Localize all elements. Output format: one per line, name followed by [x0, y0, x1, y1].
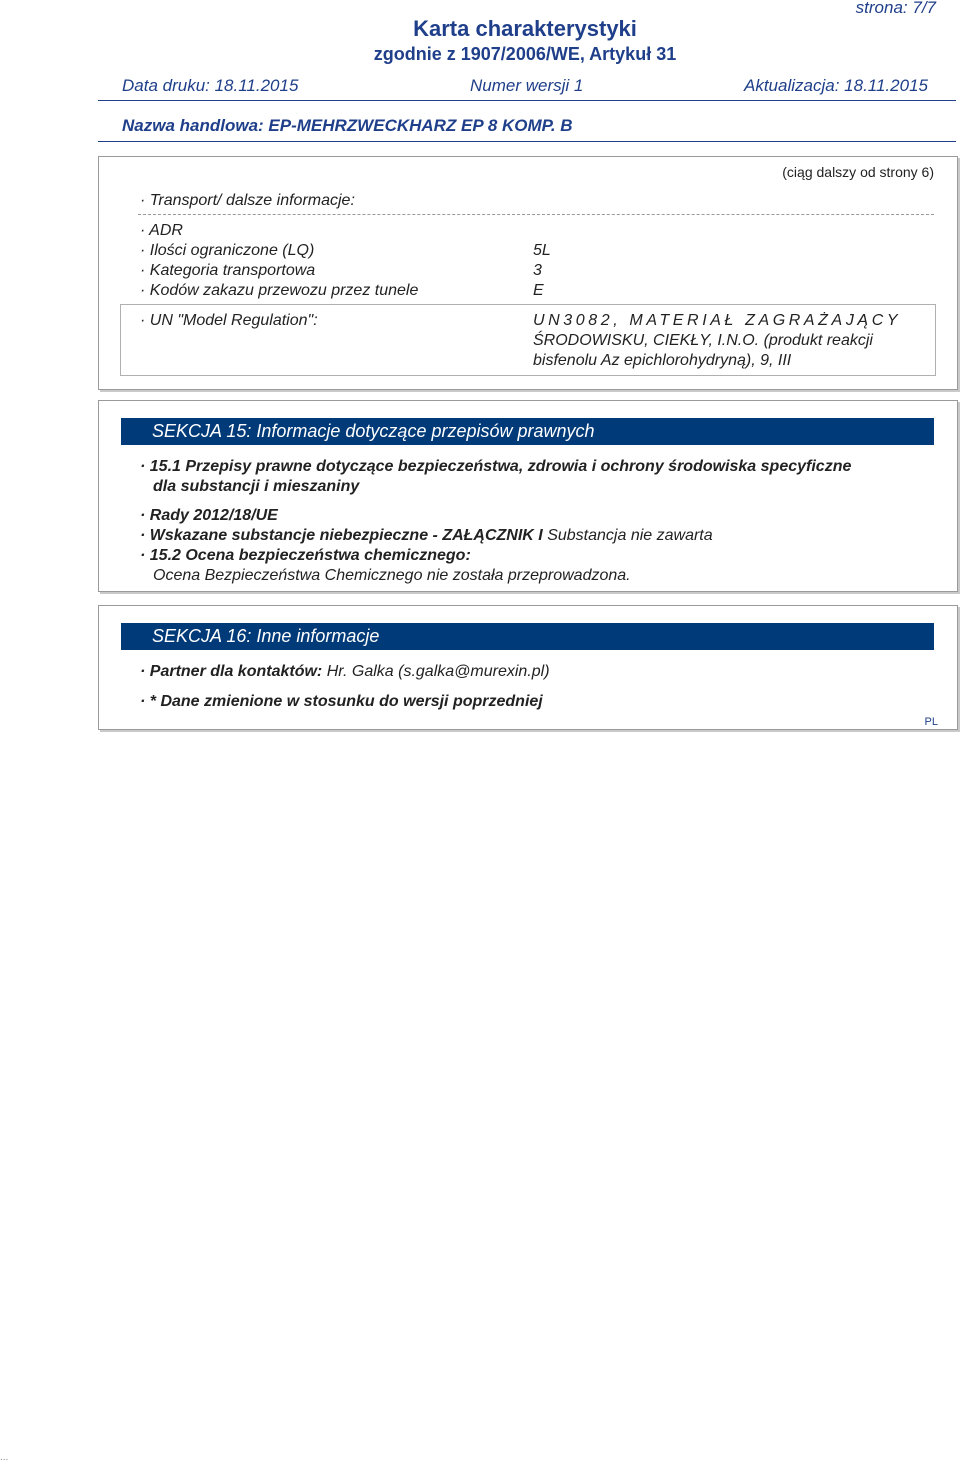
version-number: Numer wersji 1 [470, 76, 584, 95]
limited-quantity-label: · Ilości ograniczone (LQ) [140, 242, 315, 259]
transport-category-label: · Kategoria transportowa [140, 262, 316, 279]
print-date: Data druku: 18.11.2015 [122, 76, 299, 95]
un-model-label: · UN "Model Regulation": [140, 312, 318, 329]
section-15-title: SEKCJA 15: Informacje dotyczące przepisów prawnych [121, 418, 934, 445]
contact-row [140, 663, 550, 681]
regulation-15-1-line1: · 15.1 Przepisy prawne dotyczące bezpieczeństwa, zdrowia i ochrony środowiska specyficzne [140, 458, 852, 475]
annex-value: Substancja nie zawarta [547, 527, 713, 544]
trade-name-divider [98, 141, 956, 142]
page-number: strona: 7/7 [855, 0, 936, 17]
changed-data-note: · * Dane zmienione w stosunku do wersji poprzedniej [140, 693, 543, 710]
continued-note: (ciąg dalszy od strony 6) [782, 164, 934, 180]
language-code: PL [924, 716, 938, 728]
chemical-safety-value: Ocena Bezpieczeństwa Chemicznego nie została przeprowadzona. [153, 567, 631, 584]
transport-category-value: 3 [533, 262, 542, 279]
update-date: Aktualizacja: 18.11.2015 [744, 76, 928, 95]
annex-row [140, 527, 713, 545]
section-16-title: SEKCJA 16: Inne informacje [121, 623, 934, 650]
header-divider [98, 100, 956, 101]
annex-label: · Wskazane substancje niebezpieczne - ZAŁĄCZNIK I [140, 527, 543, 544]
document-subtitle: zgodnie z 1907/2006/WE, Artykuł 31 [373, 44, 677, 64]
dashed-divider [138, 214, 934, 215]
adr-label: · ADR [140, 222, 183, 239]
un-model-value-line3: bisfenolu Az epichlorohydryną), 9, III [533, 352, 792, 369]
trade-name: Nazwa handlowa: EP-MEHRZWECKHARZ EP 8 KOMP. B [122, 116, 573, 135]
limited-quantity-value: 5L [533, 242, 551, 259]
document-title: Karta charakterystyki [413, 16, 637, 41]
regulation-15-1-line2: dla substancji i mieszaniny [153, 478, 360, 495]
corner-mark: ... [0, 1452, 9, 1463]
tunnel-code-value: E [533, 282, 544, 299]
chemical-safety-label: · 15.2 Ocena bezpieczeństwa chemicznego: [140, 547, 471, 564]
tunnel-code-label: · Kodów zakazu przewozu przez tunele [140, 282, 419, 299]
contact-label: · Partner dla kontaktów: [140, 663, 323, 680]
un-model-value-line2: ŚRODOWISKU, CIEKŁY, I.N.O. (produkt reakcji [533, 332, 873, 349]
transport-heading: · Transport/ dalsze informacje: [140, 192, 355, 209]
directive-label: · Rady 2012/18/UE [140, 507, 278, 524]
contact-value: Hr. Galka (s.galka@murexin.pl) [326, 663, 550, 680]
un-model-value-line1: UN3082, MATERIAŁ ZAGRAŻAJĄCY [533, 312, 902, 329]
